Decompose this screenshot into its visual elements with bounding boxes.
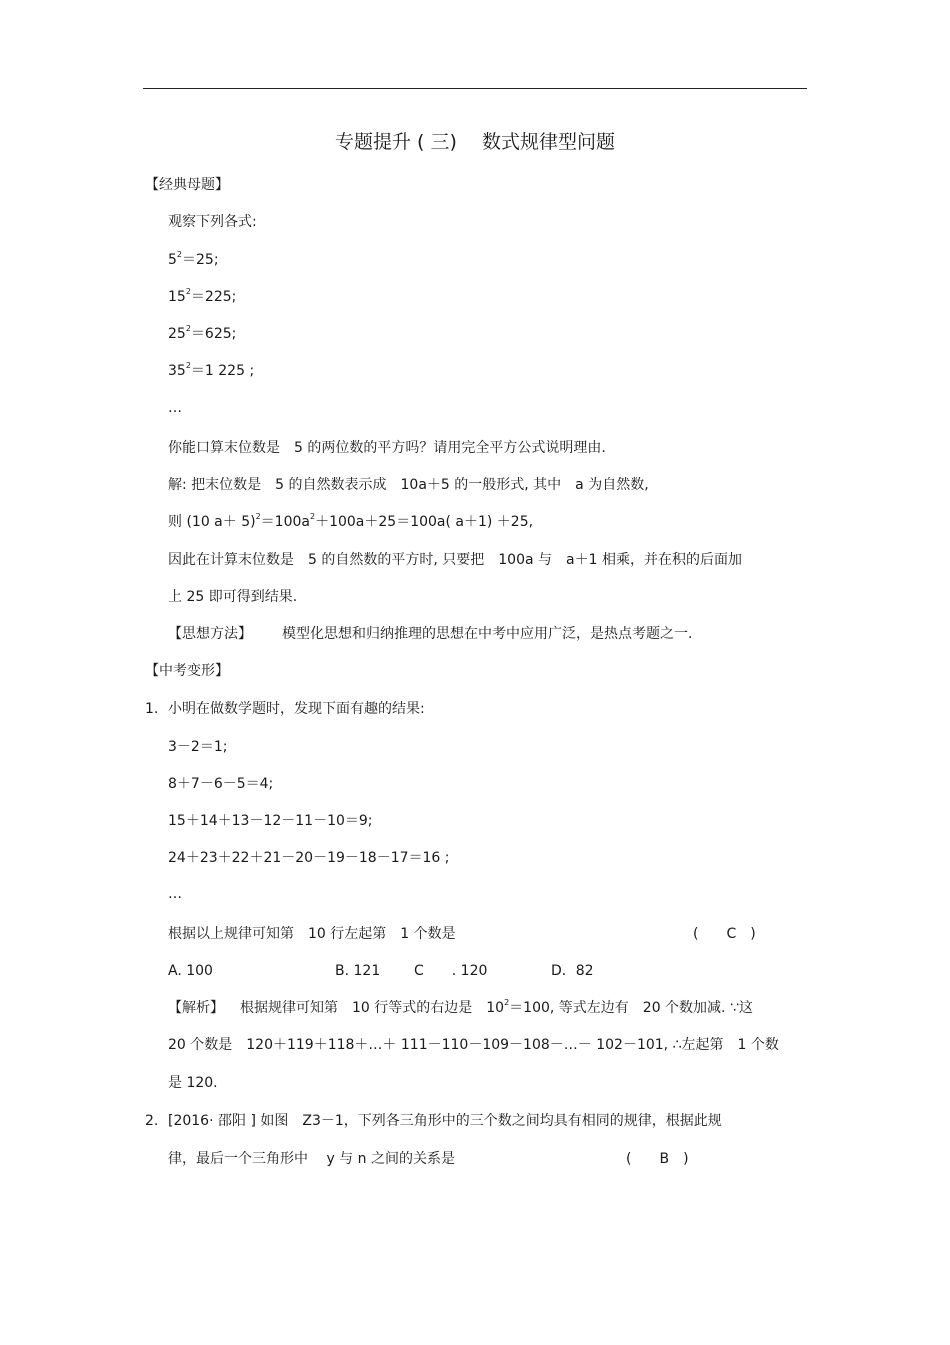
classic-intro: 观察下列各式: xyxy=(168,214,257,230)
q1-row-1: 3－2＝1; xyxy=(168,739,228,755)
q1-stem: 小明在做数学题时，发现下面有趣的结果: xyxy=(168,701,425,717)
q1-number: 1. xyxy=(145,701,159,717)
q1-option-d: D．82 xyxy=(551,963,594,979)
method-note xyxy=(168,625,692,643)
classic-question: 你能口算末位数是 5 的两位数的平方吗？请用完全平方公式说明理由. xyxy=(168,440,606,456)
q2-answer: ( B ) xyxy=(626,1151,689,1167)
equation-35-squared: $35^2=1$ 225 ; xyxy=(168,361,255,379)
top-rule xyxy=(143,88,807,89)
equation-25-squared: $25^2=625$; xyxy=(168,324,237,342)
q1-analysis-line-1: 【解析】 根据规律可知第 10 行等式的右边是 $10^2=100$, 等式左边有 20 个数加减. ∵这 xyxy=(168,998,753,1016)
q2-stem-line-2: 律，最后一个三角形中 y 与 n 之间的关系是 xyxy=(168,1151,455,1167)
q1-answer: ( C ) xyxy=(693,926,756,942)
q1-analysis-line-3: 是 120. xyxy=(168,1075,218,1091)
q1-row-3: 15＋14＋13－12－11－10＝9; xyxy=(168,813,373,829)
q1-row-2: 8＋7－6－5＝4; xyxy=(168,776,274,792)
ellipsis: … xyxy=(168,400,182,416)
solution-line-1: 解: 把末位数是 5 的自然数表示成 10a＋5 的一般形式, 其中 a 为自然数, xyxy=(168,477,649,493)
q1-question: 根据以上规律可知第 10 行左起第 1 个数是 xyxy=(168,926,456,942)
equation-15-squared: $15^2=225$; xyxy=(168,287,237,305)
solution-line-2: 则 (10 $a+ 5)^2=100a^2+100a+25=100a$( a＋1) ＋25, xyxy=(168,512,534,530)
page-title: 专题提升 ( 三) 数式规律型问题 xyxy=(335,131,615,153)
q1-option-c: C . 120 xyxy=(414,963,488,979)
q1-row-4: 24＋23＋22＋21－20－19－18－17＝16 ; xyxy=(168,850,450,866)
equation-5-squared: $5^2=25$; xyxy=(168,250,219,268)
method-text: 模型化思想和归纳推理的思想在中考中应用广泛，是热点考题之一. xyxy=(282,626,693,642)
q2-number: 2. xyxy=(145,1113,159,1129)
analysis-tag: 【解析】 xyxy=(168,1000,224,1016)
q2-stem: [2016· 邵阳 ] 如图 Z3－1，下列各三角形中的三个数之间均具有相同的规律，根据此规 xyxy=(168,1113,722,1129)
solution-line-3: 因此在计算末位数是 5 的自然数的平方时, 只要把 100a 与 a＋1 相乘，并在积的后面加 xyxy=(168,552,742,568)
q1-option-b: B. 121 xyxy=(335,963,381,979)
solution-line-4: 上 25 即可得到结果. xyxy=(168,589,298,605)
method-tag: 【思想方法】 xyxy=(168,626,252,642)
q1-analysis-line-2: 20 个数是 120＋119＋118＋…＋ 111－110－109－108－…－ 102－101, ∴左起第 1 个数 xyxy=(168,1037,779,1053)
section-heading-classic: 【经典母题】 xyxy=(145,177,229,193)
section-heading-exam: 【中考变形】 xyxy=(145,663,229,679)
q1-option-a: A. 100 xyxy=(168,963,213,979)
q1-ellipsis: … xyxy=(168,886,182,902)
